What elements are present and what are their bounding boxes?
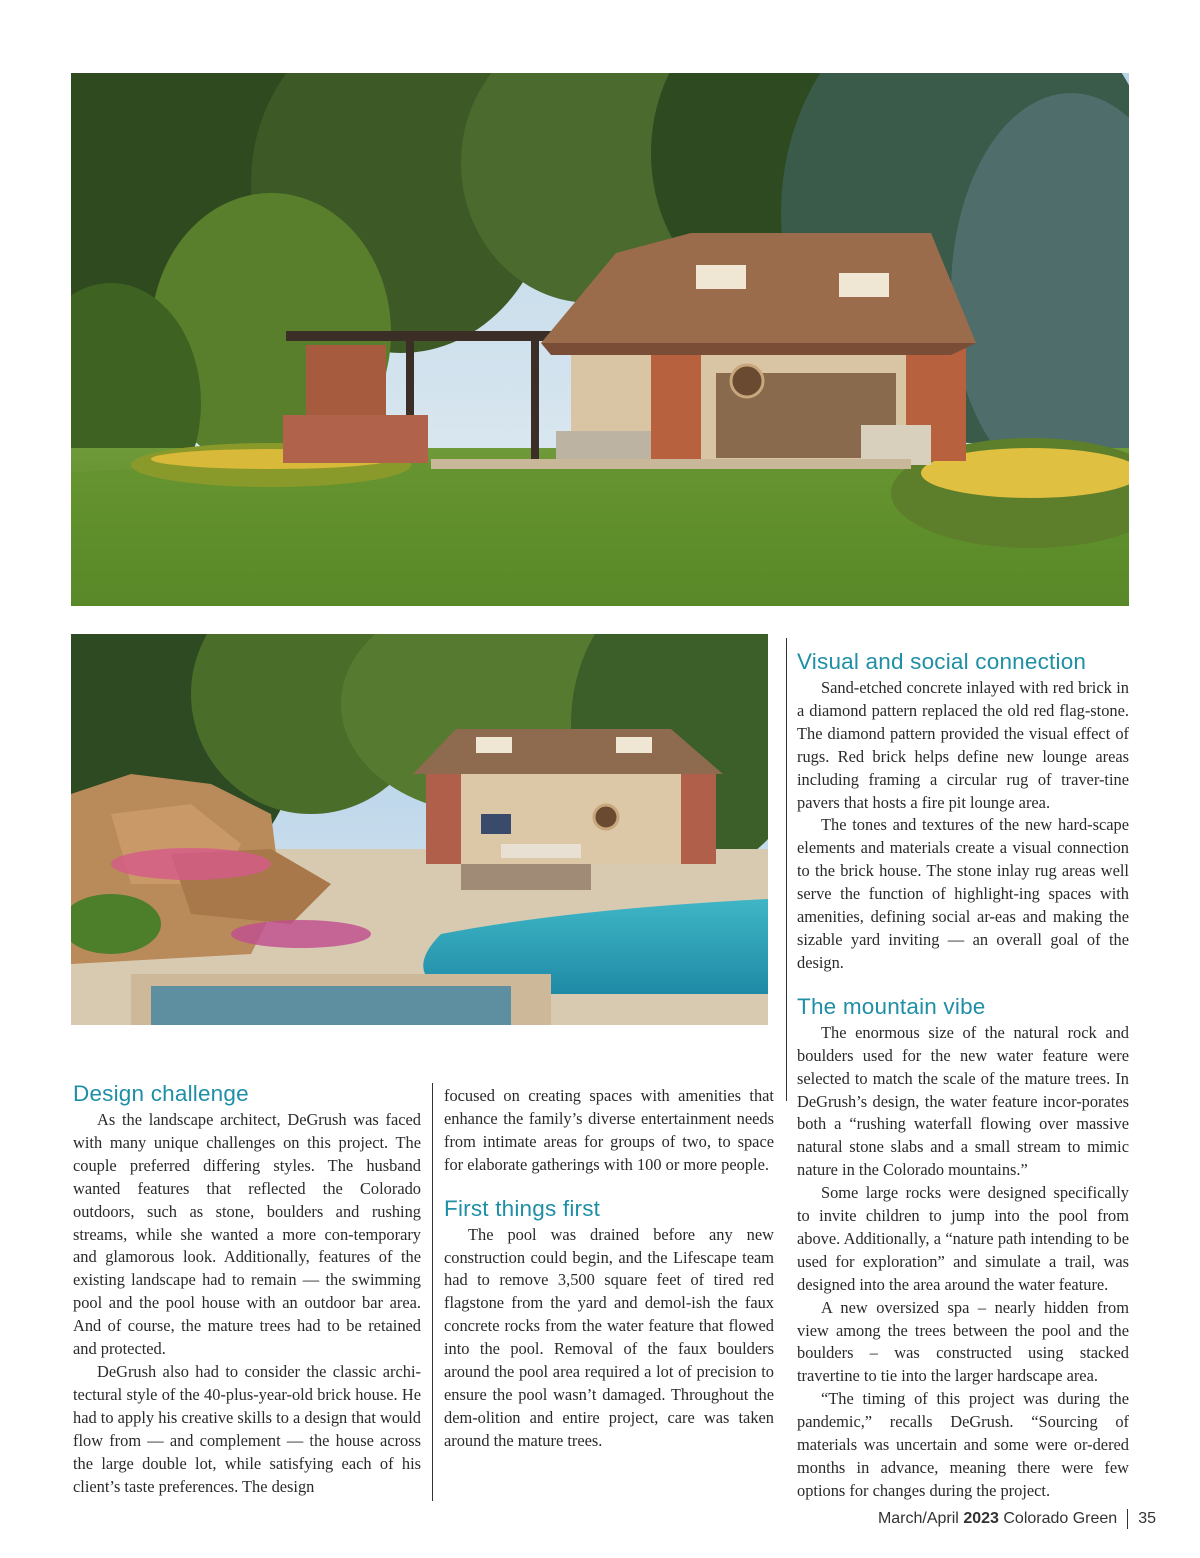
pool-house-lawn-photo bbox=[71, 73, 1129, 606]
heading-visual-social-connection: Visual and social connection bbox=[797, 649, 1087, 674]
heading-mountain-vibe: The mountain vibe bbox=[797, 993, 986, 1019]
footer-divider bbox=[1127, 1509, 1128, 1529]
column-rule-left bbox=[432, 1083, 433, 1501]
column-rule-right bbox=[786, 638, 787, 1101]
column-middle bbox=[444, 1085, 774, 1453]
paragraph: DeGrush also had to consider the classic archi-tectural style of the 40-plus-year-old brick house. He had to apply his creative skills to a design that would flow from — and complement — the house across the large double lot, while satisfying each of his client’s taste preferences. The design bbox=[73, 1361, 421, 1496]
paragraph: A new oversized spa – nearly hidden from view among the trees between the pool and the boulders – was constructed using stacked travertine to tie into the larger hardscape area. bbox=[797, 1297, 1129, 1386]
footer-issue: March/April bbox=[877, 1510, 959, 1527]
footer-magazine: Colorado Green bbox=[1003, 1510, 1118, 1527]
footer-year: 2023 bbox=[963, 1510, 999, 1527]
paragraph: The tones and textures of the new hard-scape elements and materials create a visual connection to the brick house. The stone inlay rug areas well serve the function of highlight-ing spaces with amenities, defining social ar-eas and making the sizable yard inviting — an overall goal of the design. bbox=[797, 815, 1129, 972]
paragraph: The enormous size of the natural rock and boulders used for the new water feature were selected to match the scale of the mature trees. In DeGrush’s design, the water feature incor-porates both a “rushing waterfall flowing over massive natural stone slabs and a small stream to mimic nature in the Colorado mountains.” bbox=[797, 1022, 1129, 1180]
paragraph: Sand-etched concrete inlayed with red brick in a diamond pattern replaced the old red flag-stone. The diamond pattern provided the visual effect of rugs. Red brick helps define new lounge areas including framing a circular rug of traver-tine pavers that hosts a fire pit lounge area. bbox=[797, 678, 1129, 812]
column-left bbox=[73, 1080, 421, 1498]
page-footer bbox=[878, 1509, 1156, 1529]
page-number: 35 bbox=[1138, 1510, 1156, 1527]
pool-and-rocks-photo bbox=[71, 634, 768, 1025]
paragraph: Some large rocks were designed specifically to invite children to jump into the pool from above. Additionally, a “nature path intending to be used for exploration” and simulate a trail, was designed into the area around the water feature. bbox=[797, 1183, 1129, 1294]
heading-first-things-first: First things first bbox=[444, 1195, 601, 1221]
column-right bbox=[797, 648, 1129, 1503]
paragraph: The pool was drained before any new construction could begin, and the Lifescape team had to remove 3,500 square feet of tired red flagstone from the yard and demol-ish the faux concrete rocks from the water feature that flowed into the pool. Removal of the faux boulders around the pool area required a lot of precision to ensure the pool wasn’t damaged. Throughout the dem-olition and entire project, care was taken around the mature trees. bbox=[444, 1224, 774, 1450]
paragraph-continuation: focused on creating spaces with amenities that enhance the family’s diverse entertainment needs from intimate areas for groups of two, to space for elaborate gatherings with 100 or more people. bbox=[444, 1086, 774, 1174]
paragraph: “The timing of this project was during the pandemic,” recalls DeGrush. “Sourcing of materials was uncertain and some were or-dered months in advance, meaning there were few options for changes during the project. bbox=[797, 1389, 1129, 1500]
paragraph: As the landscape architect, DeGrush was faced with many unique challenges on this project. The couple preferred differing styles. The husband wanted features that reflected the Colorado outdoors, such as stone, boulders and rushing streams, while she wanted a more con-temporary and glamorous look. Additionally, features of the existing landscape had to remain — the swimming pool and the pool house with an outdoor bar area. And of course, the mature trees had to be retained and protected. bbox=[73, 1110, 421, 1359]
heading-design-challenge: Design challenge bbox=[73, 1081, 249, 1106]
